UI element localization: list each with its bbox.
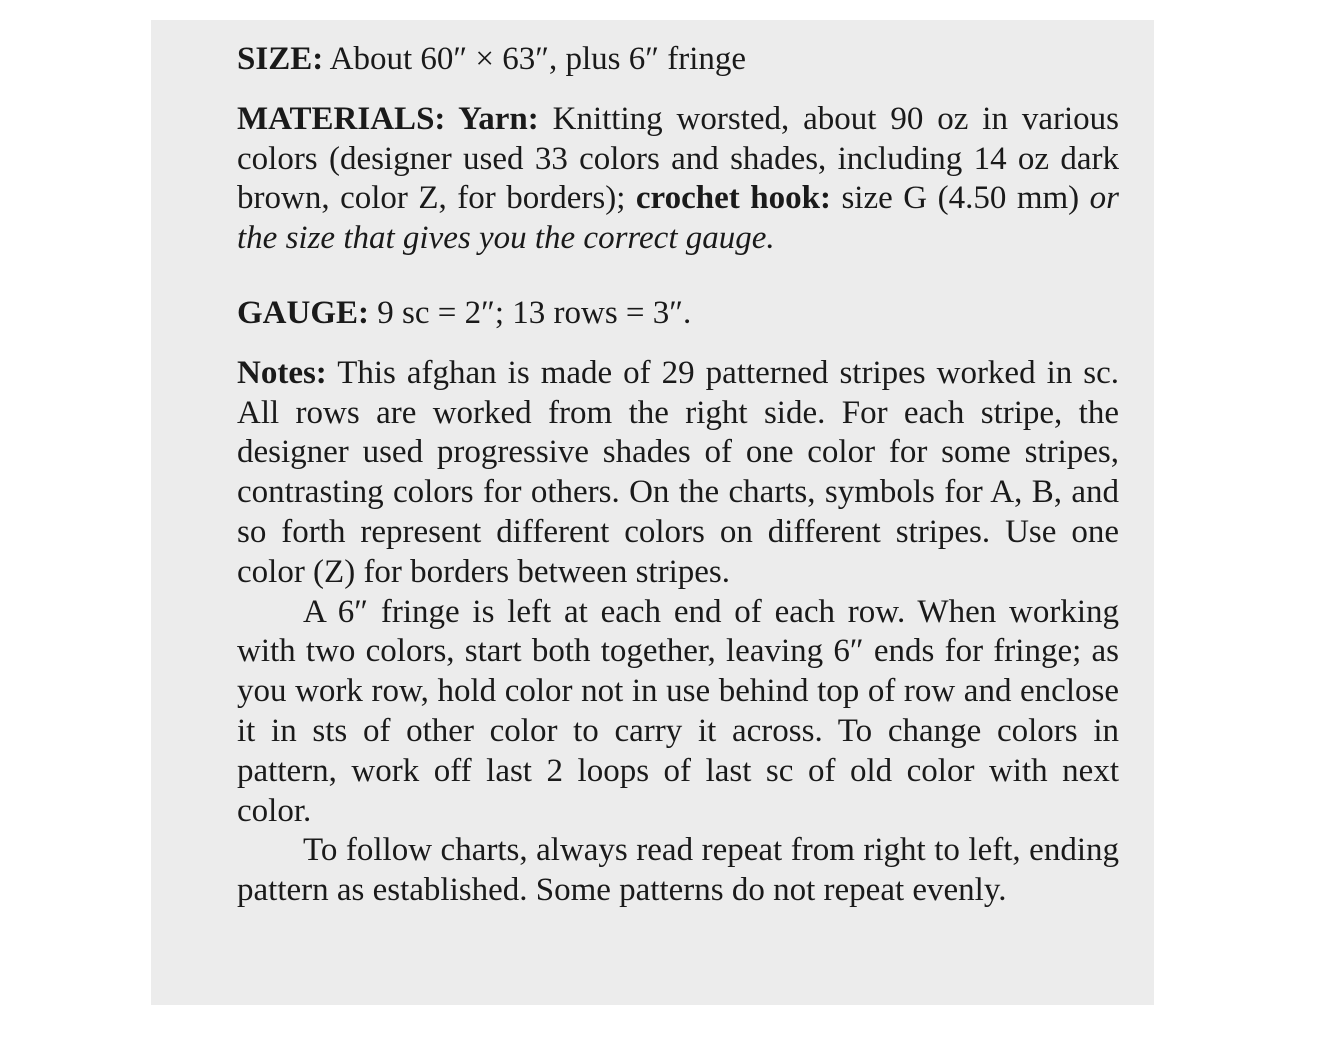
gauge-text: 9 sc = 2″; 13 rows = 3″. — [369, 294, 692, 331]
gauge-note: or the size that gives you the correct gauge. — [237, 180, 1120, 257]
size-section — [237, 40, 1119, 80]
notes-paragraph-2: A 6″ fringe is left at each end of each row. When working with two colors, start both together, leaving 6″ ends for fringe; as you work row, hold color not in use behind top of row and enclose it in sts of other color to carry it across. To change colors in pattern, work off last 2 loops of last sc of old color with next color. — [237, 593, 1119, 829]
notes-paragraph-1 — [237, 354, 1119, 593]
notes-paragraph-3: To follow charts, always read repeat from right to left, ending pattern as established. Some patterns do not repeat evenly. — [237, 832, 1119, 909]
yarn-label: Yarn: — [445, 100, 539, 137]
scanned-page — [151, 20, 1154, 1005]
yarn-text: Knitting worsted, about 90 oz in various colors (designer used 33 colors and shades, including 14 oz dark brown, color Z, for borders); — [237, 100, 1119, 217]
size-label: SIZE: — [237, 41, 324, 77]
notes-text-1: This afghan is made of 29 patterned stripes worked in sc. All rows are worked from the right side. For each stripe, the designer used progressive shades of one color for some stripes, contrasting colors for others. On the charts, symbols for A, B, and so forth represent different colors on different stripes. Use one color (Z) for borders between stripes. — [237, 354, 1119, 590]
hook-text: size G (4.50 mm) — [830, 180, 1080, 217]
pattern-instructions — [237, 40, 1119, 911]
materials-label: MATERIALS: — [237, 100, 446, 137]
hook-label: crochet hook: — [625, 180, 831, 217]
gauge-label: GAUGE: — [237, 294, 369, 331]
size-text: About 60″ × 63″, plus 6″ fringe — [323, 41, 747, 77]
gauge-section — [237, 294, 1119, 334]
materials-section — [237, 100, 1119, 259]
notes-label: Notes: — [237, 354, 327, 391]
